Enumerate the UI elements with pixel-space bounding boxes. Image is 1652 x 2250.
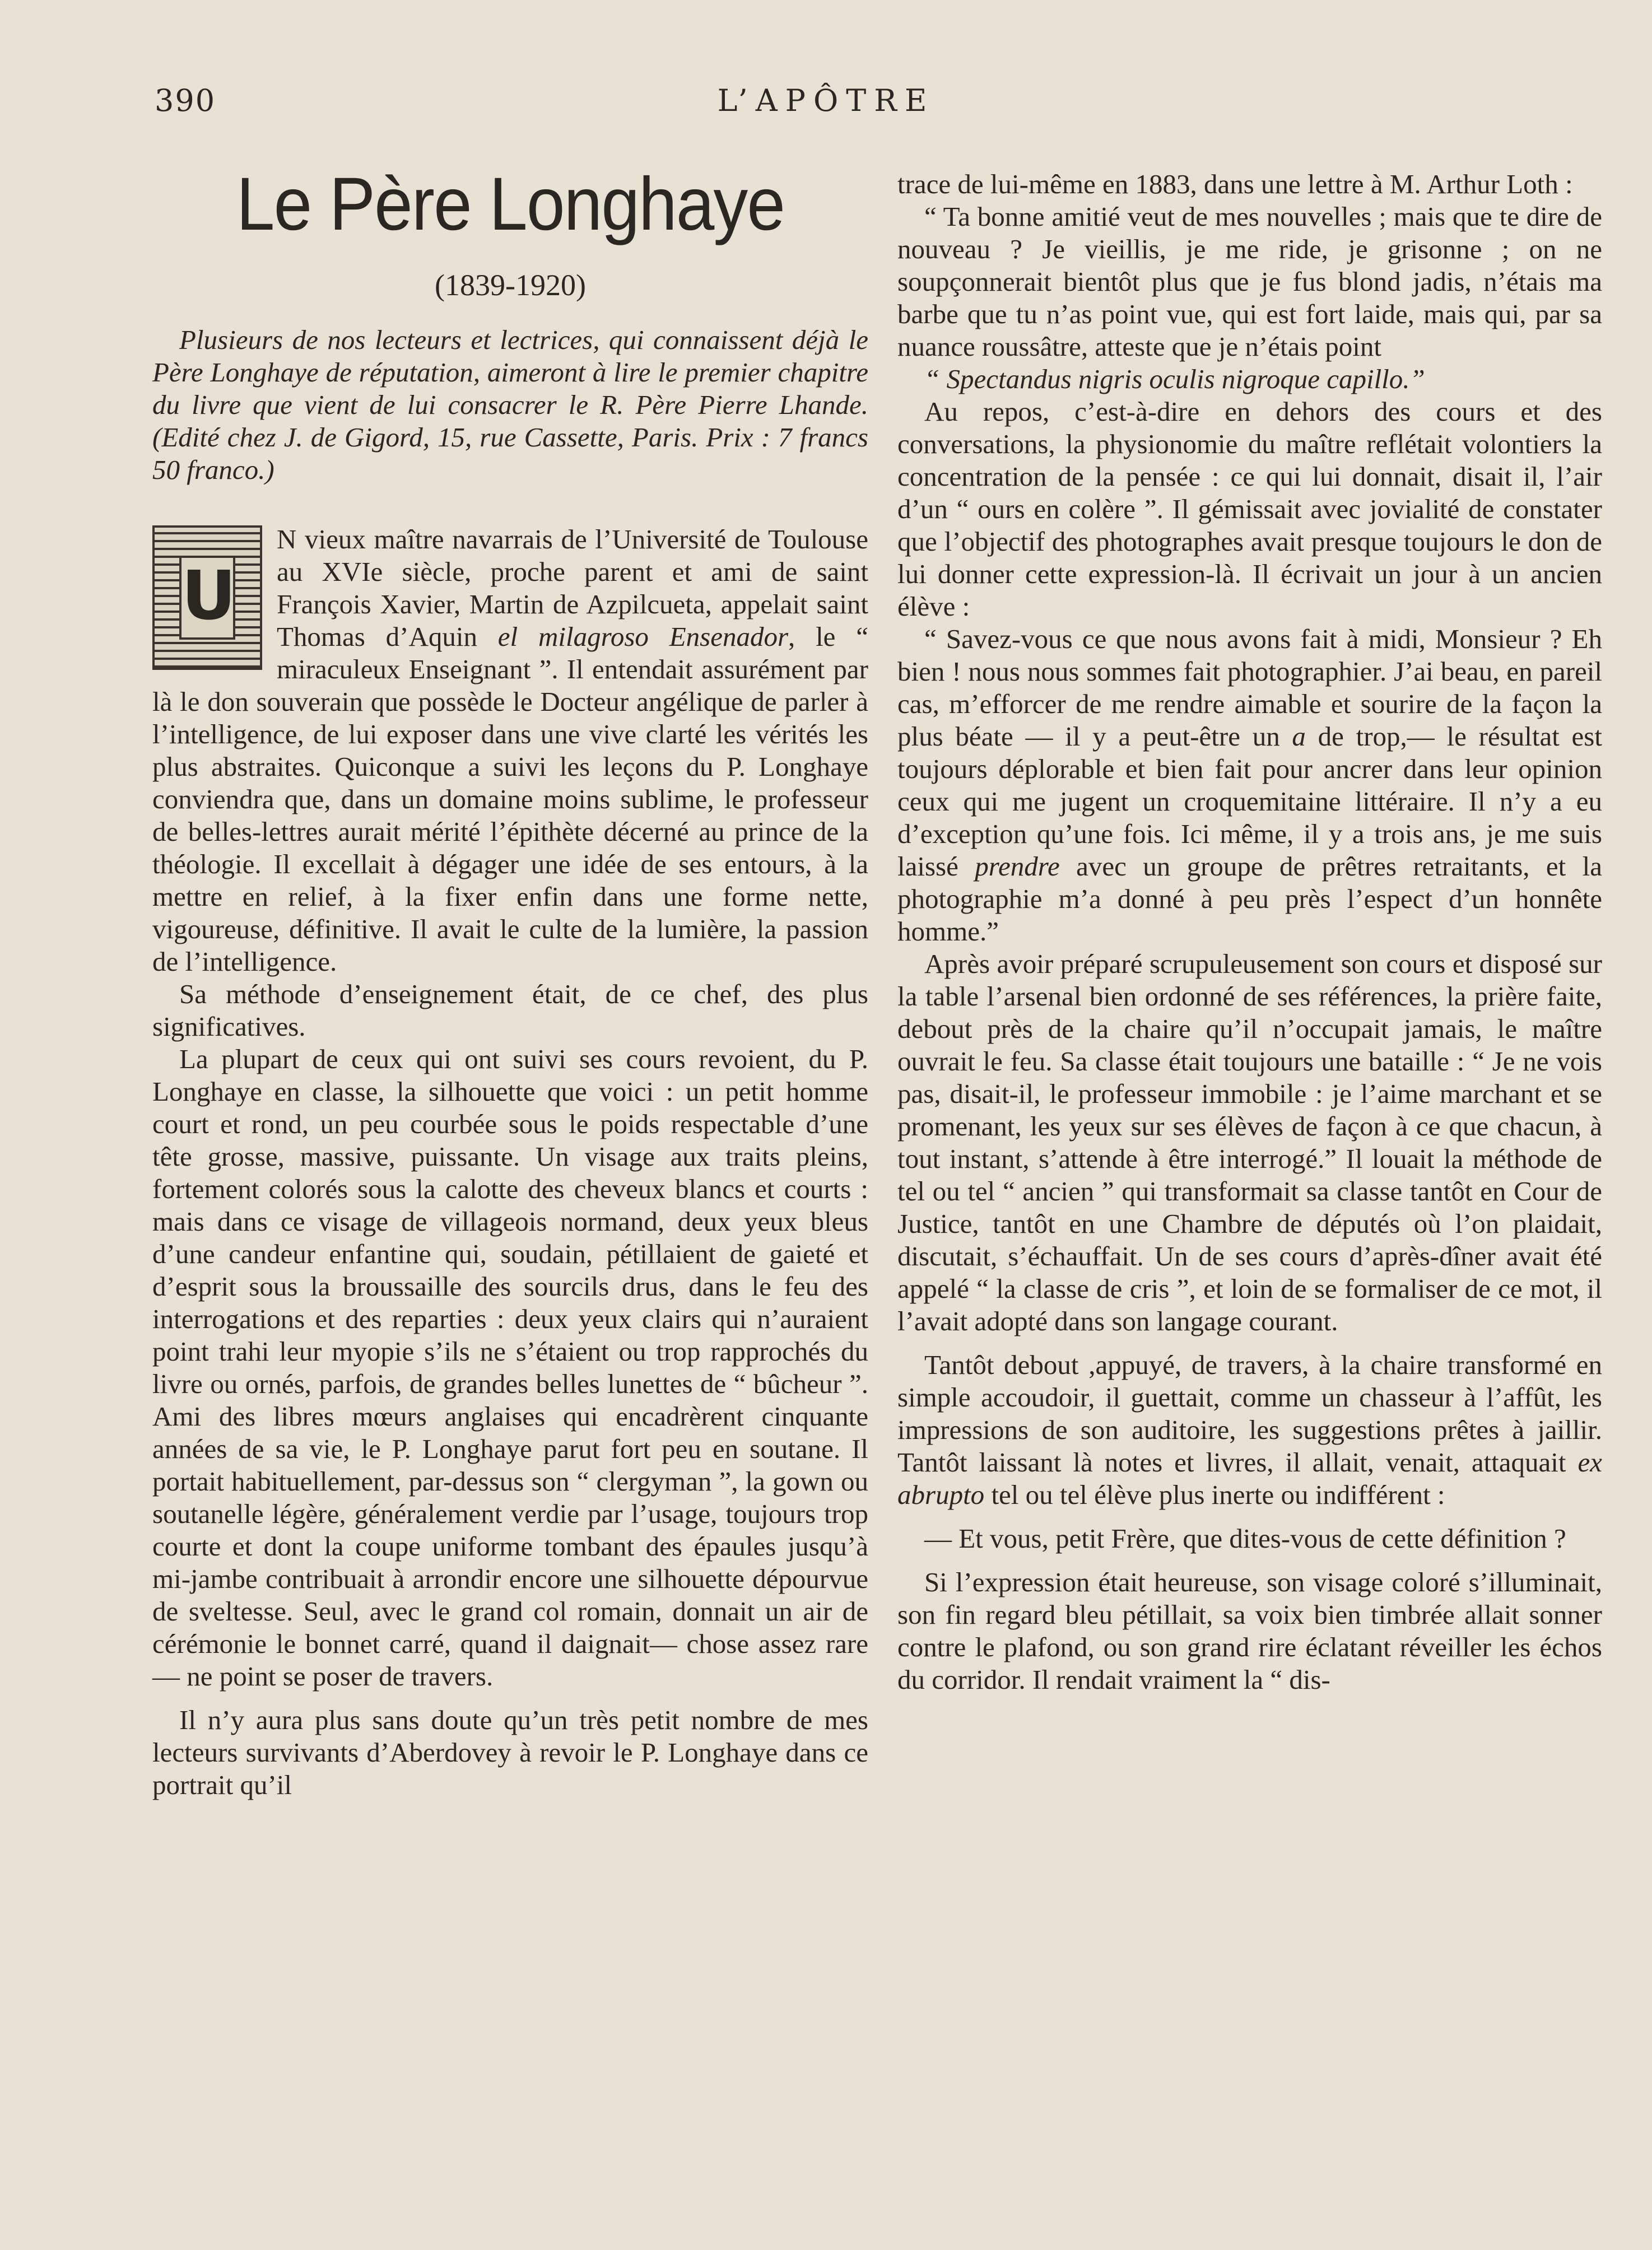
right-paragraph-8: — Et vous, petit Frère, que dites-vous de cette définition ? bbox=[924, 1523, 1566, 1554]
emphasis-text: prendre bbox=[975, 851, 1060, 882]
emphasis-text: el milagroso Ensenador bbox=[497, 621, 789, 652]
paragraph-text: avec un groupe de prêtres retraitants, et la photographie m’a donné à peu près l’espect d’un honnête homme.” bbox=[897, 851, 1602, 947]
right-paragraph-9: Si l’expression était heureuse, son visage coloré s’illuminait, son fin regard bleu pétillait, sa voix bien timbrée allait sonner contre le plafond, ou son grand rire éclatant réveiller les échos du corridor. Il rendait vraiment la “ dis- bbox=[897, 1567, 1602, 1695]
article-dates: (1839-1920) bbox=[435, 268, 586, 302]
running-head: L’APÔTRE bbox=[717, 83, 935, 118]
right-paragraph-1: trace de lui-même en 1883, dans une lettre à M. Arthur Loth : bbox=[897, 169, 1573, 199]
paragraph-text: Tantôt debout ,appuyé, de travers, à la chaire transformé en simple accoudoir, il guettait, comme un chasseur à l’affût, les impressions de son auditoire, les suggestions prêtes à jaillir. Tantôt laissant là notes et livres, il allait, venait, attaquait bbox=[897, 1349, 1602, 1478]
intro-paragraph: Plusieurs de nos lecteurs et lectrices, qui connaissent déjà le Père Longhaye de réputation, aimeront à lire le premier chapitre du livre que vient de lui consacrer le R. Père Pierre Lhande. (Edité chez J. de Gigord, 15, rue Cassette, Paris. Prix : 7 francs 50 franco.) bbox=[152, 324, 868, 485]
paragraph-text: , le “ miraculeux Enseignant ”. Il entendait assurément par là le don souverain que possède le Docteur angélique de parler à l’intelligence, de lui exposer dans une vive clarté les vérités les plus abstraites. Quiconque a suivi les leçons du P. Longhaye conviendra que, dans un domaine moins sublime, le professeur de belles-lettres aurait mérité l’épithète décerné au prince de la théologie. Il excellait à dégager une idée de ses entours, à la mettre en relief, à la fixer enfin dans une forme nette, vigoureuse, définitive. Il avait le culte de la lumière, la passion de l’intelligence. bbox=[152, 621, 868, 977]
paragraph-text: “ Savez-vous ce que nous avons fait à midi, Monsieur ? Eh bien ! nous nous sommes fait photographier. J’ai beau, en pareil cas, m’efforcer de me rendre aimable et sourire de la façon la plus béate — il y a peut-être un bbox=[897, 623, 1602, 752]
right-paragraph-4: Au repos, c’est-à-dire en dehors des cours et des conversations, la physionomie du maître reflétait volontiers la concentration de la pensée : ce qui lui donnait, disait il, l’air d’un “ ours en colère ”. Il gémissait avec jovialité de constater que l’objectif des photographes avait presque toujours le don de lui donner cette expression-là. Il écrivait un jour à un ancien élève : bbox=[897, 396, 1602, 622]
page-header bbox=[151, 83, 1501, 133]
paragraph-text: tel ou tel élève plus inerte ou indifférent : bbox=[984, 1479, 1445, 1510]
paragraph-text: de trop,— le résultat est toujours déplorable et bien fait pour ancrer dans leur opinion ceux qui me jugent un croquemitaine littéraire. Il n’y a eu d’exception qu’une fois. Ici même, il y a trois ans, je me suis laissé bbox=[897, 721, 1602, 882]
right-column bbox=[897, 168, 1602, 1696]
quote-text: “ Spectandus nigris oculis nigroque capillo.” bbox=[924, 364, 1425, 394]
paragraph-text: N vieux maître navarrais de l’Université de Toulouse au XVIe siècle, proche parent et ami de saint François Xavier, Martin de Azpilcueta, appelait saint Thomas d’Aquin bbox=[277, 524, 868, 652]
emphasis-text: ex abrupto bbox=[897, 1447, 1602, 1510]
right-paragraph-7 bbox=[897, 1349, 1602, 1511]
left-paragraph-4: Il n’y aura plus sans doute qu’un très petit nombre de mes lecteurs survivants d’Aberdovey à revoir le P. Longhaye dans ce portrait qu’il bbox=[152, 1704, 868, 1800]
article-title: Le Père Longhaye bbox=[236, 162, 785, 246]
dropcap-frame bbox=[179, 556, 235, 640]
right-paragraph-2: “ Ta bonne amitié veut de mes nouvelles ; mais que te dire de nouveau ? Je vieillis, je me ride, je grisonne ; on ne soupçonnerait bientôt plus que je fus blond jadis, n’étais ma barbe que tu n’as point vue, qui est fort laide, mais qui, par sa nuance roussâtre, atteste que je n’étais point bbox=[897, 201, 1602, 362]
dropcap-ornament bbox=[152, 525, 262, 670]
right-paragraph-5 bbox=[897, 623, 1602, 948]
left-paragraph-2: Sa méthode d’enseignement était, de ce chef, des plus significatives. bbox=[152, 979, 868, 1042]
emphasis-text: a bbox=[1292, 721, 1306, 752]
left-column bbox=[152, 162, 868, 1801]
right-paragraph-6: Après avoir préparé scrupuleusement son cours et disposé sur la table l’arsenal bien ordonné de ses références, la prière faite, debout près de la chaire qu’il n’occupait jamais, le maître ouvrait le feu. Sa classe était toujours une bataille : “ Je ne vois pas, disait-il, le professeur immobile : je l’aime marchant et se promenant, les yeux sur ses élèves de façon à ce que chacun, à tout instant, s’attende à être interrogé.” Il louait la méthode de tel ou tel “ ancien ” qui transformait sa classe tantôt en Cour de Justice, tantôt en une Chambre de députés où l’on plaidait, discutait, s’échauffait. Un de ses cours d’après-dîner avait été appelé “ la classe de cris ”, et loin de se formaliser de ce mot, il l’avait adopté dans son langage courant. bbox=[897, 948, 1602, 1336]
page-number: 390 bbox=[155, 83, 216, 118]
left-paragraph-1 bbox=[152, 523, 868, 978]
dropcap-letter: U bbox=[182, 557, 236, 635]
latin-quote bbox=[897, 363, 1602, 395]
left-paragraph-3: La plupart de ceux qui ont suivi ses cours revoient, du P. Longhaye en classe, la silhouette que voici : un petit homme court et rond, un peu courbée sous le poids respectable d’une tête grosse, massive, puissante. Un visage aux traits pleins, fortement colorés sous la calotte des cheveux blancs et courts : mais dans ce visage de villageois normand, deux yeux bleus d’une candeur enfantine qui, soudain, pétillaient de gaieté et d’esprit sous la broussaille des sourcils drus, dans le feu des interrogations et des reparties : deux yeux clairs qui n’auraient point trahi leur myopie s’ils ne s’étaient ou trop rapprochés du livre ou ornés, parfois, de grandes belles lunettes de “ bûcheur ”. Ami des libres mœurs anglaises qui encadrèrent cinquante années de sa vie, le P. Longhaye parut fort peu en soutane. Il portait habituellement, par-dessus son “ clergyman ”, la gown ou soutanelle légère, généralement verdie par l’usage, toujours trop courte et dont la coupe uniforme tombant des épaules jusqu’à mi-jambe contribuait à arrondir encore une silhouette dépourvue de sveltesse. Seul, avec le grand col romain, donnait un air de cérémonie le bonnet carré, quand il daignait— chose assez rare — ne point se poser de travers. bbox=[152, 1044, 868, 1692]
